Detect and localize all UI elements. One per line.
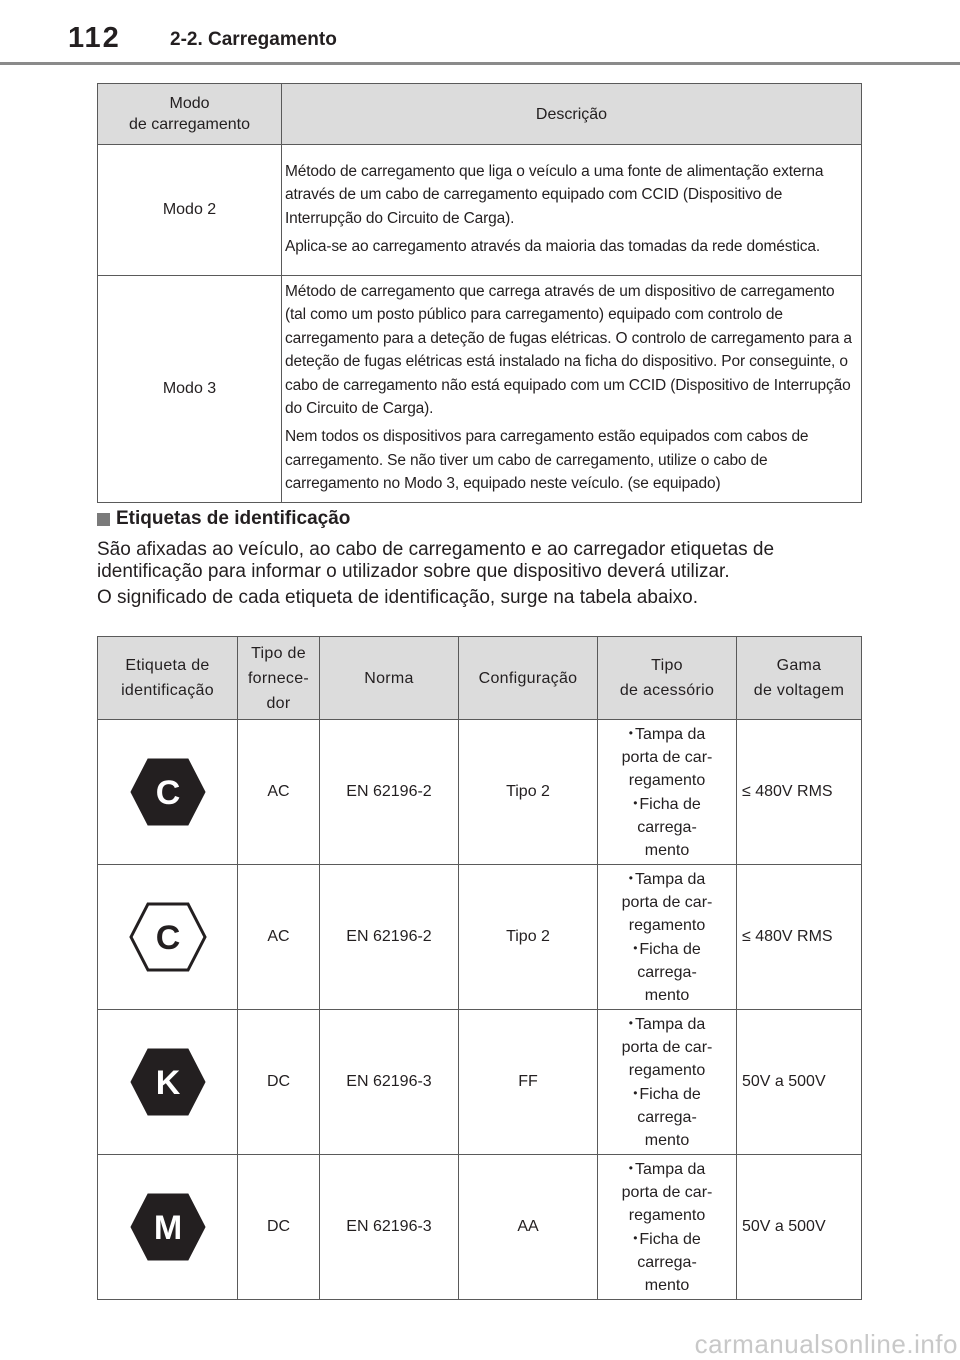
table-row xyxy=(98,1155,862,1300)
configuration: AA xyxy=(459,1155,598,1300)
table-row xyxy=(98,720,862,865)
description-paragraph: Nem todos os dispositivos para carregamento estão equipados com cabos de carregamento. Se não tiver um cabo de carregamento, utilize o cabo de carregamento no Modo 3, equipado neste veículo. (se equipado) xyxy=(285,428,809,493)
voltage-range: 50V a 500V xyxy=(737,1010,862,1155)
voltage-range: 50V a 500V xyxy=(737,1155,862,1300)
accessory-text: Tampa da porta de car- regamento xyxy=(621,1016,713,1079)
voltage-range: ≤ 480V RMS xyxy=(737,720,862,865)
identification-body xyxy=(97,539,867,609)
accessory-item xyxy=(599,1012,735,1082)
identification-heading-text: Etiquetas de identificação xyxy=(116,508,351,529)
section-title: 2-2. Carregamento xyxy=(170,29,337,50)
table-row xyxy=(98,1010,862,1155)
norm: EN 62196-3 xyxy=(320,1010,459,1155)
supplier-type: AC xyxy=(238,720,320,865)
accessory-item xyxy=(599,1157,735,1227)
supplier-type: DC xyxy=(238,1155,320,1300)
bullet-icon: • xyxy=(633,941,638,955)
bullet-icon: • xyxy=(628,871,633,885)
label-icon-cell xyxy=(98,1155,238,1300)
norm: EN 62196-2 xyxy=(320,720,459,865)
watermark: carmanualsonline.info xyxy=(694,1329,958,1359)
supplier-type: DC xyxy=(238,1010,320,1155)
configuration: Tipo 2 xyxy=(459,865,598,1010)
identifier-hexagon-icon xyxy=(129,757,207,827)
bullet-icon: • xyxy=(628,726,633,740)
accessory-text: Ficha de carrega- mento xyxy=(637,941,701,1004)
accessory-item xyxy=(599,1082,735,1152)
header-configuration: Configuração xyxy=(459,637,598,720)
accessory-text: Tampa da porta de car- regamento xyxy=(621,871,713,934)
charging-modes-table xyxy=(97,83,862,503)
header-charging-mode: Modo de carregamento xyxy=(98,84,282,145)
identification-heading xyxy=(97,508,350,530)
square-bullet-icon xyxy=(97,513,110,526)
label-icon-cell xyxy=(98,720,238,865)
identifier-letter: M xyxy=(153,1209,182,1247)
mode-name: Modo 3 xyxy=(98,276,282,503)
bullet-icon: • xyxy=(633,1231,638,1245)
identifier-hexagon-icon xyxy=(129,1047,207,1117)
mode-name: Modo 2 xyxy=(98,145,282,276)
header-voltage-range: Gama de voltagem xyxy=(737,637,862,720)
description-paragraph: Método de carregamento que liga o veículo a uma fonte de alimentação externa através de um cabo de carregamento equipado com CCID (Dispositivo de Interrupção do Circuito de Carga). xyxy=(285,162,824,227)
accessory-text: Ficha de carrega- mento xyxy=(637,796,701,859)
bullet-icon: • xyxy=(628,1016,633,1030)
accessory-item xyxy=(599,937,735,1007)
norm: EN 62196-2 xyxy=(320,865,459,1010)
identification-labels-table xyxy=(97,636,862,1300)
description-paragraph: Aplica-se ao carregamento através da maioria das tomadas da rede doméstica. xyxy=(285,237,820,255)
accessory-type xyxy=(598,1010,737,1155)
identifier-hexagon-icon xyxy=(129,902,207,972)
voltage-range: ≤ 480V RMS xyxy=(737,865,862,1010)
header-norm: Norma xyxy=(320,637,459,720)
norm: EN 62196-3 xyxy=(320,1155,459,1300)
mode-description xyxy=(282,276,862,503)
table-row xyxy=(98,276,862,503)
label-icon-cell xyxy=(98,1010,238,1155)
accessory-item xyxy=(599,867,735,937)
table-row xyxy=(98,865,862,1010)
bullet-icon: • xyxy=(633,796,638,810)
header-supplier-type: Tipo de fornece- dor xyxy=(238,637,320,720)
mode-description xyxy=(282,145,862,276)
body-paragraph: O significado de cada etiqueta de identificação, surge na tabela abaixo. xyxy=(97,587,699,608)
identifier-letter: C xyxy=(155,774,180,812)
identifier-letter: C xyxy=(155,919,180,957)
label-icon-cell xyxy=(98,865,238,1010)
header-description: Descrição xyxy=(282,84,862,145)
bullet-icon: • xyxy=(628,1161,633,1175)
bullet-icon: • xyxy=(633,1086,638,1100)
accessory-text: Ficha de carrega- mento xyxy=(637,1231,701,1294)
header-accessory-type: Tipo de acessório xyxy=(598,637,737,720)
supplier-type: AC xyxy=(238,865,320,1010)
accessory-text: Tampa da porta de car- regamento xyxy=(621,1161,713,1224)
identifier-letter: K xyxy=(155,1064,180,1102)
configuration: Tipo 2 xyxy=(459,720,598,865)
page-number: 112 xyxy=(68,22,121,54)
description-paragraph: Método de carregamento que carrega através de um dispositivo de carregamento (tal como um posto público para carregamento) equipado com controlo de carregamento para a deteção de fugas elétricas. O controlo de carregamento para a deteção de fugas elétricas está instalado na ficha do dispositivo. Por conseguinte, o cabo de carregamento não está equipado com um CCID (Dispositivo de Interrupção do Circuito de Carga). xyxy=(285,283,852,418)
accessory-text: Tampa da porta de car- regamento xyxy=(621,726,713,789)
page-header xyxy=(0,0,960,70)
configuration: FF xyxy=(459,1010,598,1155)
accessory-text: Ficha de carrega- mento xyxy=(637,1086,701,1149)
header-rule xyxy=(0,62,960,65)
accessory-item xyxy=(599,792,735,862)
accessory-item xyxy=(599,1227,735,1297)
body-paragraph: São afixadas ao veículo, ao cabo de carregamento e ao carregador etiquetas de identificação para informar o utilizador sobre que dispositivo deverá utilizar. xyxy=(97,539,775,582)
accessory-type xyxy=(598,865,737,1010)
identifier-hexagon-icon xyxy=(129,1192,207,1262)
accessory-type xyxy=(598,720,737,865)
accessory-type xyxy=(598,1155,737,1300)
header-label: Etiqueta de identificação xyxy=(98,637,238,720)
table-row xyxy=(98,145,862,276)
accessory-item xyxy=(599,722,735,792)
